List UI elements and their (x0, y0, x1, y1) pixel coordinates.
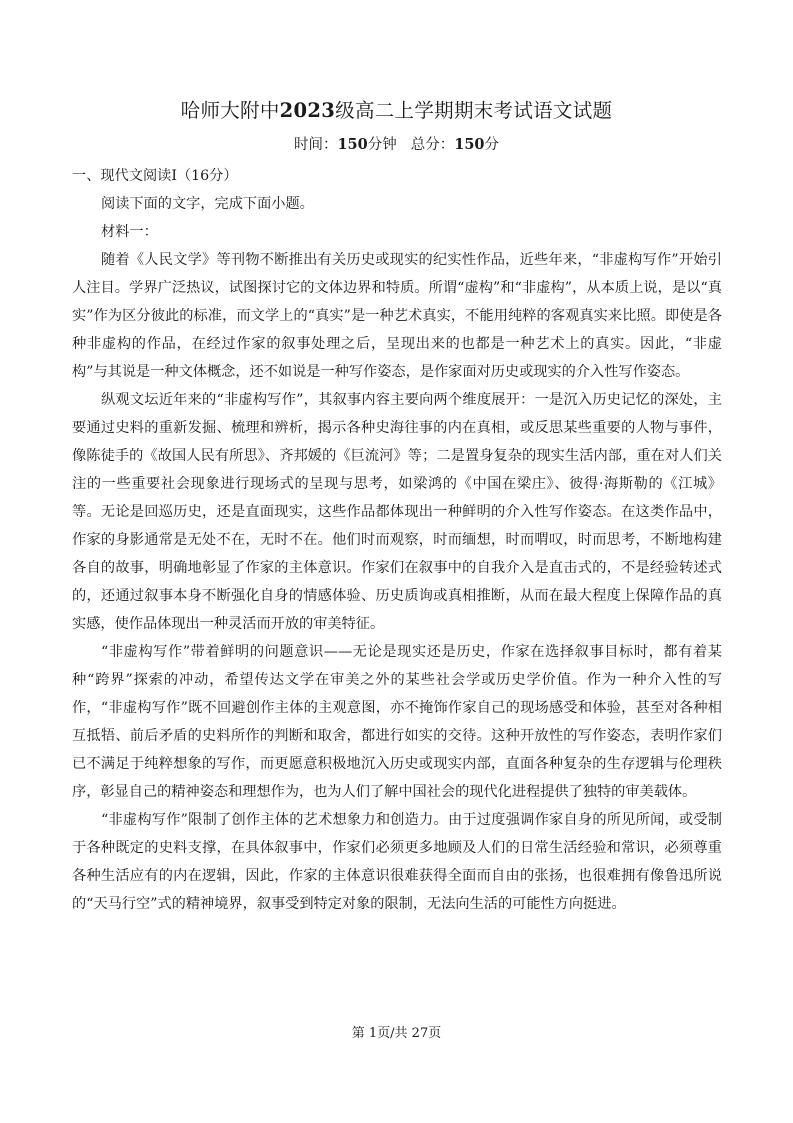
title-year: 2023 (279, 99, 336, 122)
instruction-text: 阅读下面的文字，完成下面小题。 (101, 196, 314, 212)
exam-meta (0, 133, 793, 154)
title-prefix: 哈师大附中 (180, 99, 280, 122)
time-unit: 分钟 (367, 137, 397, 153)
document-body (72, 162, 722, 918)
title-suffix: 级高二上学期期末考试语文试题 (335, 99, 613, 122)
paragraph: “非虚构写作”带着鲜明的问题意识——无论是现实还是历史，作家在选择叙事目标时，都有着某种“跨界”探索的冲动，希望传达文学在审美之外的某些社会学或历史学价值。作为一种介入性的写作，“非虚构写作”既不回避创作主体的主观意图，亦不掩饰作家自己的现场感受和体验，甚至对各种相互抵牾、前后矛盾的史料所作的判断和取舍，都进行如实的交待。这种开放性的写作姿态，表明作家们已不满足于纯粹想象的写作，而更愿意积极地沉入历史或现实内部，直面各种复杂的生存逻辑与伦理秩序，彰显自己的精神姿态和理想作为，也为人们了解中国社会的现代化进程提供了独特的审美载体。 (72, 644, 722, 800)
time-label: 时间： (293, 137, 338, 153)
paragraph: 随着《人民文学》等刊物不断推出有关历史或现实的纪实性作品，近些年来，“非虚构写作”开始引人注目。学界广泛热议，试图探讨它的文体边界和特质。所谓“虚构”和“非虚构”，从本质上说，是以“真实”作为区分彼此的标准，而文学上的“真实”是一种艺术真实，不能用纯粹的客观真实来比照。即使是各种非虚构的作品，在经过作家的叙事处理之后，呈现出来的也都是一种艺术上的真实。因此，“非虚构”与其说是一种文体概念，还不如说是一种写作姿态，是作家面对历史或现实的介入性写作姿态。 (72, 252, 722, 380)
time-value: 150 (337, 136, 368, 153)
score-value: 150 (454, 136, 485, 153)
paragraph: “非虚构写作”限制了创作主体的艺术想象力和创造力。由于过度强调作家自身的所见所闻，或受制于各种既定的史料支撑，在具体叙事中，作家们必须更多地顾及人们的日常生活经验和常识，必须尊重各种生活应有的内在逻辑，因此，作家的主体意识很难获得全面而自由的张扬，也很难拥有像鲁迅所说的“天马行空”式的精神境界，叙事受到特定对象的限制，无法向生活的可能性方向挺进。 (72, 812, 722, 912)
section-heading: 一、现代文阅读Ⅰ（16分） (72, 168, 238, 184)
score-label: 总分： (410, 137, 455, 153)
page-title (0, 95, 793, 123)
material-label: 材料一： (101, 224, 158, 240)
page-number: 第 1页/共 27页 (351, 1026, 442, 1041)
paragraph: 纵观文坛近年来的“非虚构写作”，其叙事内容主要向两个维度展开：一是沉入历史记忆的深处，主要通过史料的重新发掘、梳理和辨析，揭示各种史海往事的内在真相，或反思某些重要的人物与事件，像陈徒手的《故国人民有所思》、齐邦媛的《巨流河》等；二是置身复杂的现实生活内部，重在对人们关注的一些重要社会现象进行现场式的呈现与思考，如梁鸿的《中国在梁庄》、彼得·海斯勒的《江城》等。无论是回巡历史，还是直面现实，这些作品都体现出一种鲜明的介入性写作姿态。在这类作品中，作家的身影通常是无处不在，无时不在。他们时而观察，时而缅想，时而喟叹，时而思考，不断地构建各自的故事，明确地彰显了作家的主体意识。作家们在叙事中的自我介入是直击式的，不是经验转述式的，还通过叙事本身不断强化自身的情感体验、历史质询或真相推断，从而在最大程度上保障作品的真实感，使作品体现出一种灵活而开放的审美特征。 (72, 392, 722, 632)
score-unit: 分 (484, 137, 500, 153)
